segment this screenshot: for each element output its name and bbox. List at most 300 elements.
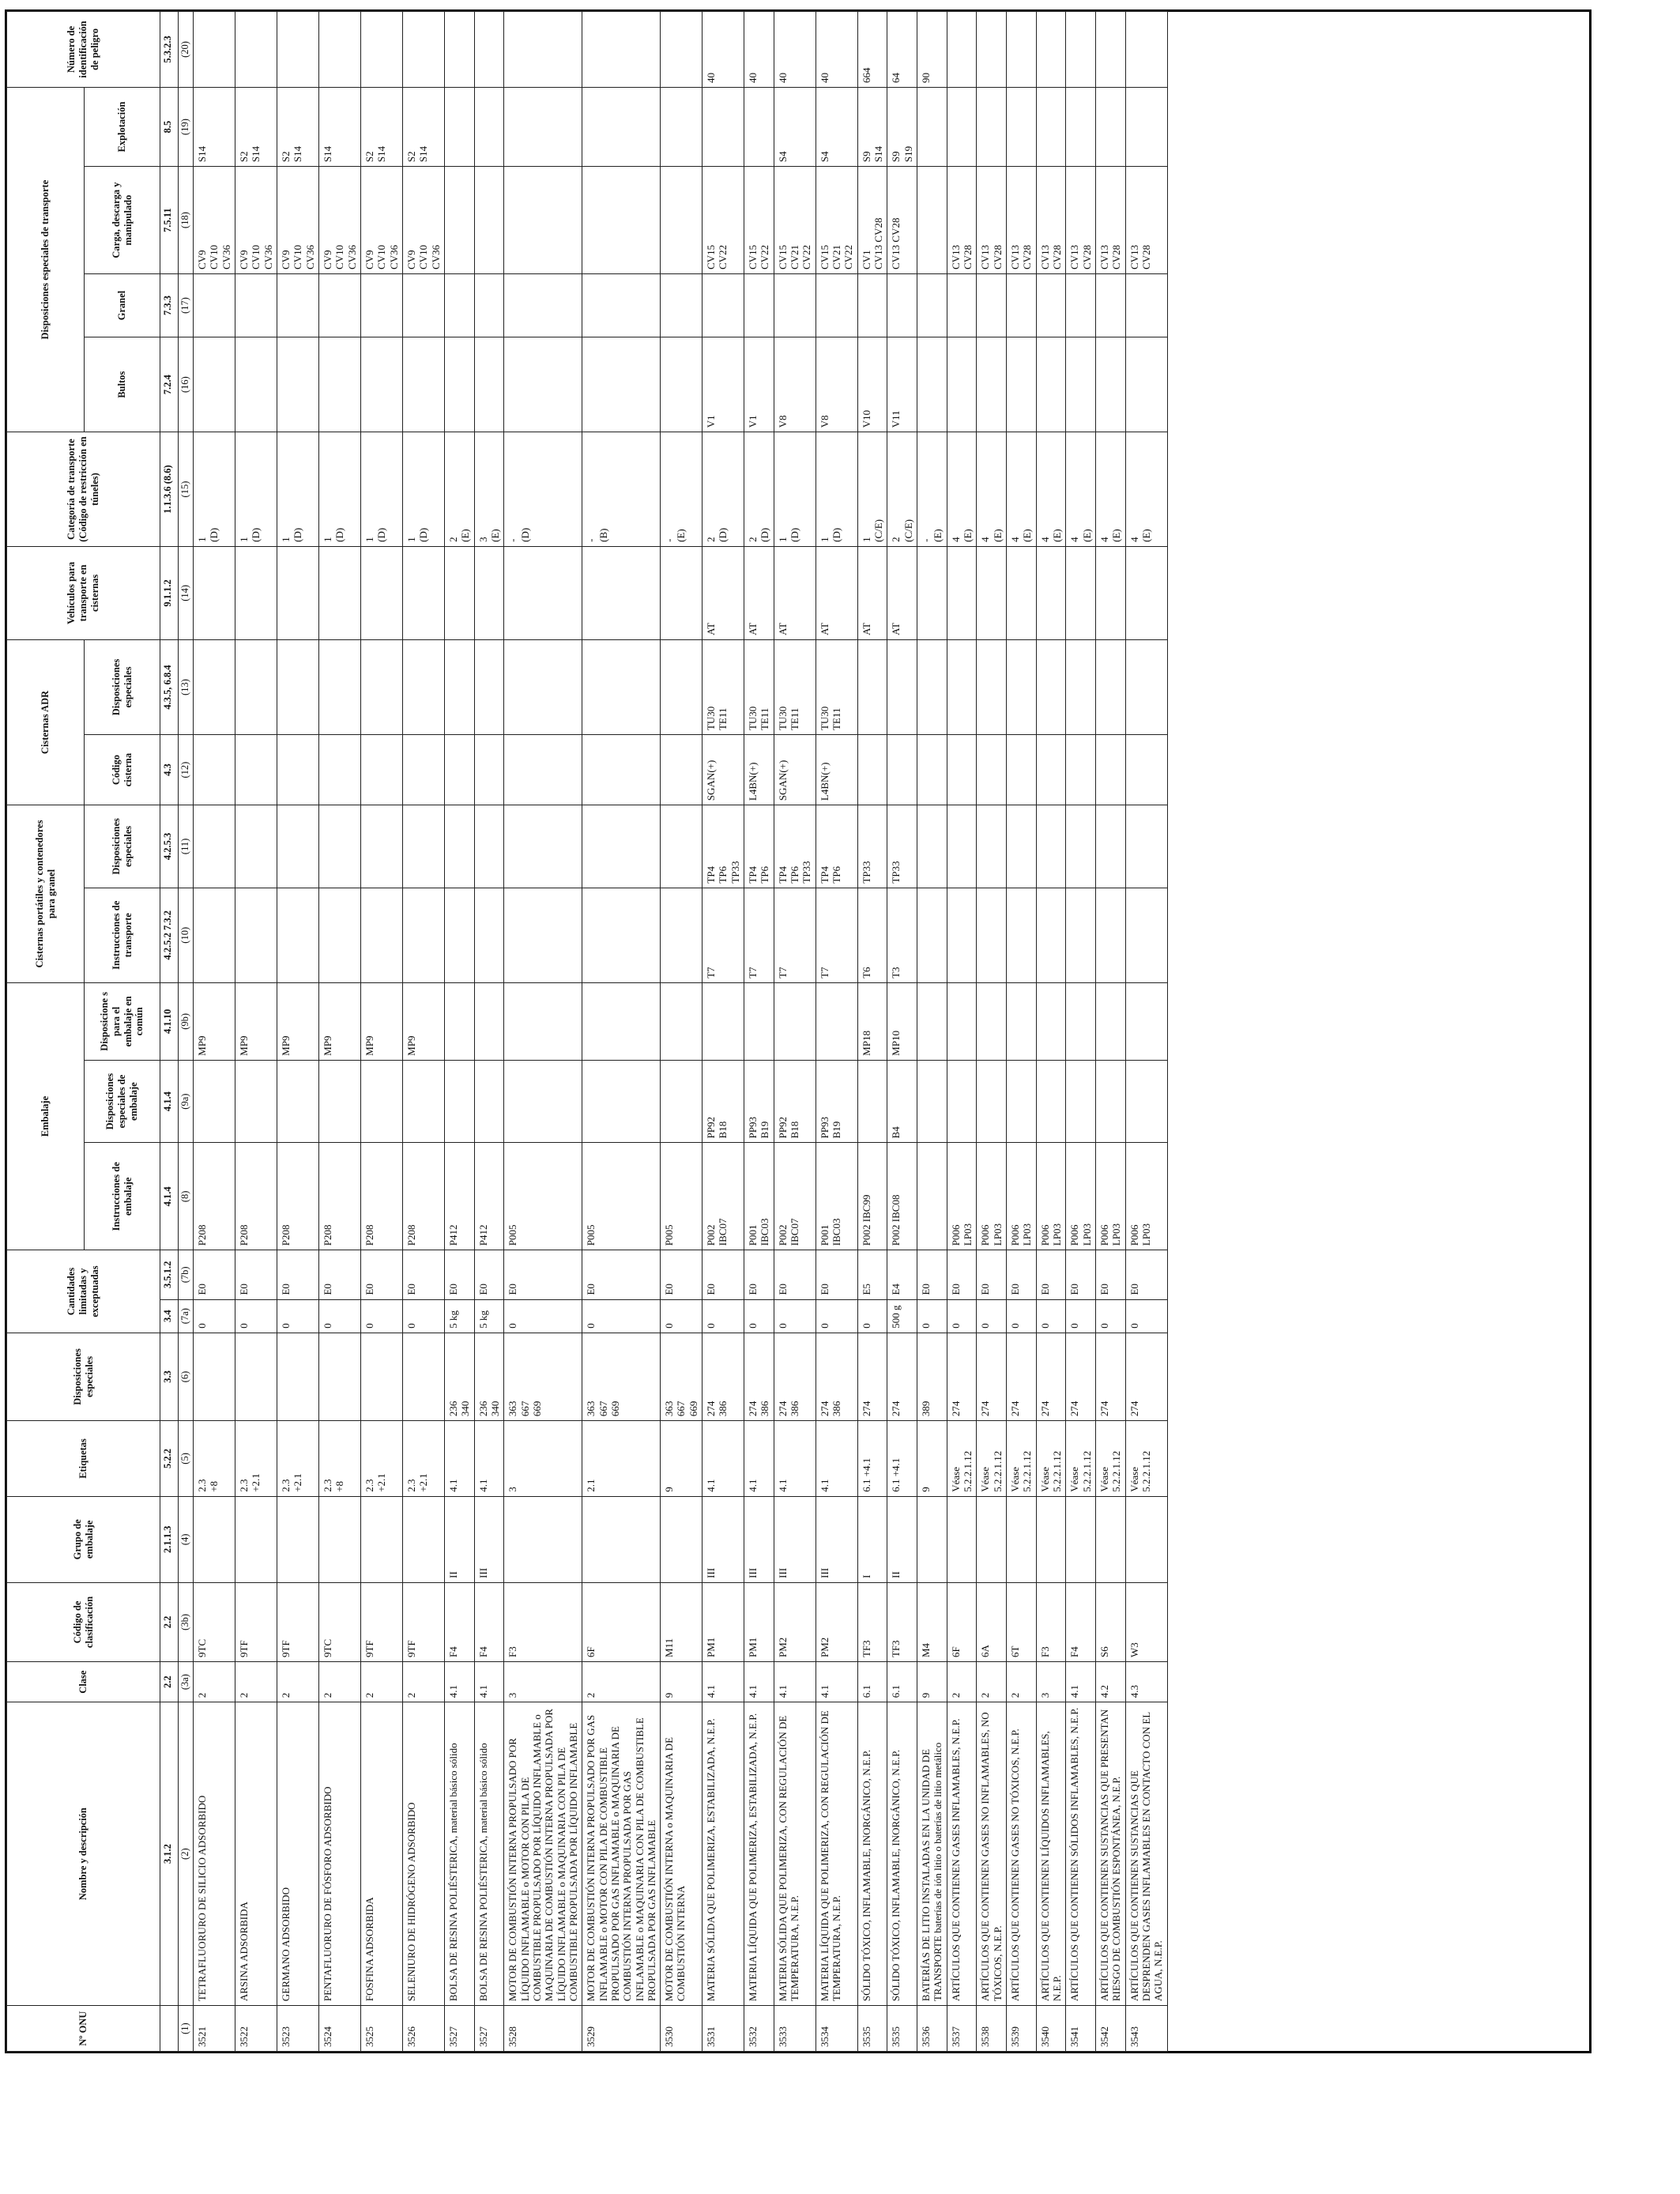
cell-cp-disposiciones: TP4 TP6 TP33	[703, 805, 744, 888]
cell-cantidad-exceptuada: E0	[1036, 1250, 1066, 1299]
cell-instrucciones-transporte	[235, 888, 277, 982]
cell-numero-peligro	[1066, 12, 1096, 88]
cell-instrucciones-transporte	[1125, 888, 1167, 982]
cell-categoria: 1 (D)	[318, 432, 360, 547]
adr-dangerous-goods-table	[6, 11, 1168, 2052]
cell-explotacion	[703, 87, 744, 166]
ref-codigo-cisterna: 4.3	[160, 735, 179, 805]
cell-cantidad-limitada: 0	[360, 1299, 402, 1333]
cell-disposiciones-especiales: 363 667 669	[661, 1333, 703, 1420]
cell-granel	[1007, 273, 1037, 337]
cell-adr-disposiciones	[360, 639, 402, 734]
cell-explotacion	[917, 87, 947, 166]
cell-codigo-cisterna	[444, 735, 474, 805]
cell-numero-peligro: 40	[816, 12, 857, 88]
cell-disposiciones-especiales: 236 340	[444, 1333, 474, 1420]
cell-instrucciones-transporte: T3	[887, 888, 917, 982]
column-number-row	[179, 12, 194, 2052]
cell-disp-especiales-embalaje: B4	[887, 1060, 917, 1143]
colnum-cantidad-limitada: (7a)	[179, 1299, 194, 1333]
ref-nombre: 3.1.2	[160, 1702, 179, 2006]
cell-cp-disposiciones	[277, 805, 318, 888]
cell-cantidad-limitada: 0	[318, 1299, 360, 1333]
cell-cp-disposiciones	[318, 805, 360, 888]
cell-categoria: - (B)	[582, 432, 661, 547]
cell-disposiciones-especiales: 236 340	[474, 1333, 504, 1420]
cell-grupo-embalaje	[194, 1496, 235, 1582]
group-embalaje: Embalaje	[7, 982, 85, 1250]
cell-disposiciones-especiales: 274	[1066, 1333, 1096, 1420]
cell-cp-disposiciones: TP4 TP6	[816, 805, 857, 888]
cell-codigo-cisterna	[977, 735, 1007, 805]
ref-cp-disposiciones: 4.2.5.3	[160, 805, 179, 888]
cell-instrucciones-embalaje: P412	[444, 1143, 474, 1250]
cell-cantidad-limitada: 5 kg	[474, 1299, 504, 1333]
colnum-instrucciones-embalaje: (8)	[179, 1143, 194, 1250]
cell-codigo-cisterna	[1096, 735, 1126, 805]
cell-categoria: 1 (C/E)	[857, 432, 887, 547]
cell-adr-disposiciones: TU30 TE11	[816, 639, 857, 734]
cell-clase: 4.1	[816, 1662, 857, 1702]
cell-cantidad-exceptuada: E0	[917, 1250, 947, 1299]
cell-vehiculos	[1066, 546, 1096, 639]
cell-codigo-clasificacion: PM2	[816, 1582, 857, 1661]
ref-codigo-clasificacion: 2.2	[160, 1582, 179, 1661]
cell-categoria: 4 (E)	[1007, 432, 1037, 547]
cell-numero-peligro	[947, 12, 977, 88]
cell-cantidad-exceptuada: E0	[277, 1250, 318, 1299]
cell-carga: CV1 CV13 CV28	[857, 167, 887, 274]
cell-categoria: 2 (D)	[703, 432, 744, 547]
cell-carga	[582, 167, 661, 274]
ref-etiquetas: 5.2.2	[160, 1421, 179, 1497]
cell-codigo-cisterna	[857, 735, 887, 805]
cell-cantidad-exceptuada: E0	[235, 1250, 277, 1299]
cell-clase: 3	[1036, 1662, 1066, 1702]
ref-numero-peligro: 5.3.2.3	[160, 12, 179, 88]
cell-codigo-clasificacion: 6F	[582, 1582, 661, 1661]
cell-nombre: GERMANO ADSORBIDO	[277, 1702, 318, 2006]
cell-codigo-clasificacion: 9TF	[277, 1582, 318, 1661]
cell-cantidad-exceptuada: E0	[977, 1250, 1007, 1299]
cell-adr-disposiciones	[277, 639, 318, 734]
colnum-embalaje-comun: (9b)	[179, 982, 194, 1060]
cell-bultos	[444, 337, 474, 432]
cell-embalaje-comun	[1066, 982, 1096, 1060]
cell-categoria: 4 (E)	[1036, 432, 1066, 547]
cell-codigo-clasificacion: W3	[1125, 1582, 1167, 1661]
cell-etiquetas: 9	[661, 1421, 703, 1497]
cell-carga: CV15 CV22	[703, 167, 744, 274]
ref-categoria: 1.1.3.6 (8.6)	[160, 432, 179, 547]
col-codigo-clasificacion: Código de clasificación	[7, 1582, 160, 1661]
cell-adr-disposiciones	[1125, 639, 1167, 734]
cell-n-onu: 3527	[444, 2006, 474, 2052]
cell-clase: 4.3	[1125, 1662, 1167, 1702]
cell-instrucciones-embalaje: P006 LP03	[1007, 1143, 1037, 1250]
cell-categoria: 4 (E)	[947, 432, 977, 547]
cell-codigo-cisterna	[194, 735, 235, 805]
cell-adr-disposiciones	[194, 639, 235, 734]
cell-etiquetas: 2.3 +8	[318, 1421, 360, 1497]
cell-disp-especiales-embalaje	[1007, 1060, 1037, 1143]
cell-n-onu: 3540	[1036, 2006, 1066, 2052]
cell-cantidad-exceptuada: E0	[402, 1250, 444, 1299]
cell-codigo-clasificacion: F3	[1036, 1582, 1066, 1661]
cell-cp-disposiciones: TP4 TP6	[744, 805, 774, 888]
ref-clase: 2.2	[160, 1662, 179, 1702]
cell-vehiculos	[444, 546, 474, 639]
cell-granel	[360, 273, 402, 337]
cell-cp-disposiciones	[504, 805, 582, 888]
cell-disp-especiales-embalaje	[1066, 1060, 1096, 1143]
cell-nombre: ARTÍCULOS QUE CONTIENEN GASES NO TÓXICOS, N.E.P.	[1007, 1702, 1037, 2006]
cell-numero-peligro	[504, 12, 582, 88]
cell-instrucciones-transporte	[1036, 888, 1066, 982]
cell-n-onu: 3529	[582, 2006, 661, 2052]
cell-cp-disposiciones: TP4 TP6 TP33	[774, 805, 816, 888]
cell-granel	[235, 273, 277, 337]
cell-granel	[703, 273, 744, 337]
col-explotacion: Explotación	[85, 87, 160, 166]
cell-n-onu: 3537	[947, 2006, 977, 2052]
cell-categoria: 4 (E)	[1096, 432, 1126, 547]
cell-n-onu: 3521	[194, 2006, 235, 2052]
cell-bultos	[277, 337, 318, 432]
cell-nombre: MATERIA LÍQUIDA QUE POLIMERIZA, ESTABILIZADA, N.E.P.	[744, 1702, 774, 2006]
cell-etiquetas: 4.1	[774, 1421, 816, 1497]
cell-n-onu: 3523	[277, 2006, 318, 2052]
cell-granel	[1096, 273, 1126, 337]
cell-adr-disposiciones	[857, 639, 887, 734]
cell-etiquetas: 2.3 +2.1	[235, 1421, 277, 1497]
cell-granel	[402, 273, 444, 337]
cell-explotacion	[1036, 87, 1066, 166]
cell-granel	[661, 273, 703, 337]
cell-cantidad-exceptuada: E0	[444, 1250, 474, 1299]
cell-granel	[947, 273, 977, 337]
cell-grupo-embalaje	[1096, 1496, 1126, 1582]
cell-disposiciones-especiales: 274	[1125, 1333, 1167, 1420]
cell-clase: 3	[504, 1662, 582, 1702]
colnum-categoria: (15)	[179, 432, 194, 547]
cell-adr-disposiciones	[1036, 639, 1066, 734]
cell-instrucciones-embalaje: P208	[194, 1143, 235, 1250]
cell-cantidad-exceptuada: E4	[887, 1250, 917, 1299]
table-row	[235, 12, 277, 2052]
cell-etiquetas: Véase 5.2.2.1.12	[1066, 1421, 1096, 1497]
colnum-cantidad-exceptuada: (7b)	[179, 1250, 194, 1299]
cell-explotacion	[444, 87, 474, 166]
cell-disposiciones-especiales: 274	[857, 1333, 887, 1420]
cell-numero-peligro	[977, 12, 1007, 88]
cell-etiquetas: 2.1	[582, 1421, 661, 1497]
col-carga: Carga, descarga y manipulado	[85, 167, 160, 274]
cell-granel	[857, 273, 887, 337]
cell-embalaje-comun	[1125, 982, 1167, 1060]
cell-cantidad-exceptuada: E0	[1096, 1250, 1126, 1299]
cell-cantidad-exceptuada: E0	[194, 1250, 235, 1299]
cell-instrucciones-transporte	[318, 888, 360, 982]
cell-clase: 2	[235, 1662, 277, 1702]
col-disposiciones-especiales: Disposiciones especiales	[7, 1333, 160, 1420]
cell-adr-disposiciones	[977, 639, 1007, 734]
cell-numero-peligro	[1096, 12, 1126, 88]
cell-carga: CV13 CV28	[1096, 167, 1126, 274]
cell-codigo-cisterna	[277, 735, 318, 805]
cell-instrucciones-embalaje: P002 IBC07	[703, 1143, 744, 1250]
cell-cantidad-limitada: 0	[1125, 1299, 1167, 1333]
cell-clase: 6.1	[857, 1662, 887, 1702]
cell-etiquetas: Véase 5.2.2.1.12	[977, 1421, 1007, 1497]
cell-instrucciones-embalaje: P412	[474, 1143, 504, 1250]
cell-codigo-cisterna	[661, 735, 703, 805]
colnum-bultos: (16)	[179, 337, 194, 432]
cell-categoria: 1 (D)	[194, 432, 235, 547]
table-row	[1096, 12, 1126, 2052]
table-row	[360, 12, 402, 2052]
cell-instrucciones-embalaje: P208	[402, 1143, 444, 1250]
cell-categoria: 1 (D)	[277, 432, 318, 547]
cell-instrucciones-embalaje: P001 IBC03	[816, 1143, 857, 1250]
ref-cantidad-limitada: 3.4	[160, 1299, 179, 1333]
cell-carga	[474, 167, 504, 274]
cell-nombre: MATERIA SÓLIDA QUE POLIMERIZA, CON REGULACIÓN DE TEMPERATURA, N.E.P.	[774, 1702, 816, 2006]
cell-embalaje-comun: MP9	[318, 982, 360, 1060]
cell-embalaje-comun	[703, 982, 744, 1060]
cell-n-onu: 3535	[887, 2006, 917, 2052]
cell-cantidad-limitada: 5 kg	[444, 1299, 474, 1333]
cell-bultos	[318, 337, 360, 432]
cell-numero-peligro	[1125, 12, 1167, 88]
cell-nombre: ARTÍCULOS QUE CONTIENEN SUSTANCIAS QUE DESPRENDEN GASES INFLAMABLES EN CONTACTO CON EL AGUA, N.E.P.	[1125, 1702, 1167, 2006]
cell-disp-especiales-embalaje: PP92 B18	[703, 1060, 744, 1143]
cell-carga: CV13 CV28	[1125, 167, 1167, 274]
cell-disposiciones-especiales: 363 667 669	[504, 1333, 582, 1420]
cell-grupo-embalaje: III	[816, 1496, 857, 1582]
cell-granel	[887, 273, 917, 337]
cell-grupo-embalaje: III	[774, 1496, 816, 1582]
cell-instrucciones-embalaje: P006 LP03	[1036, 1143, 1066, 1250]
cell-granel	[1066, 273, 1096, 337]
cell-codigo-clasificacion: 6T	[1007, 1582, 1037, 1661]
cell-instrucciones-embalaje: P208	[360, 1143, 402, 1250]
cell-codigo-cisterna: L4BN(+)	[744, 735, 774, 805]
table-row	[1007, 12, 1037, 2052]
cell-vehiculos	[318, 546, 360, 639]
cell-explotacion	[582, 87, 661, 166]
cell-grupo-embalaje	[1036, 1496, 1066, 1582]
ref-disposiciones-especiales: 3.3	[160, 1333, 179, 1420]
cell-explotacion	[504, 87, 582, 166]
cell-cantidad-limitada: 0	[857, 1299, 887, 1333]
cell-n-onu: 3527	[474, 2006, 504, 2052]
cell-grupo-embalaje: III	[474, 1496, 504, 1582]
cell-cantidad-exceptuada: E0	[318, 1250, 360, 1299]
cell-instrucciones-embalaje: P006 LP03	[1125, 1143, 1167, 1250]
cell-disposiciones-especiales	[194, 1333, 235, 1420]
cell-etiquetas: 3	[504, 1421, 582, 1497]
cell-bultos	[474, 337, 504, 432]
cell-granel	[744, 273, 774, 337]
cell-explotacion	[947, 87, 977, 166]
table-row	[774, 12, 816, 2052]
cell-numero-peligro	[582, 12, 661, 88]
cell-adr-disposiciones	[661, 639, 703, 734]
cell-cp-disposiciones	[661, 805, 703, 888]
cell-n-onu: 3526	[402, 2006, 444, 2052]
cell-codigo-clasificacion: 9TF	[235, 1582, 277, 1661]
cell-explotacion: S14	[194, 87, 235, 166]
cell-bultos	[917, 337, 947, 432]
cell-instrucciones-transporte	[1007, 888, 1037, 982]
cell-bultos	[582, 337, 661, 432]
cell-embalaje-comun: MP9	[277, 982, 318, 1060]
table-row	[744, 12, 774, 2052]
cell-adr-disposiciones	[474, 639, 504, 734]
cell-instrucciones-embalaje: P006 LP03	[977, 1143, 1007, 1250]
cell-vehiculos: AT	[857, 546, 887, 639]
table-row	[1066, 12, 1096, 2052]
cell-disposiciones-especiales: 274 386	[816, 1333, 857, 1420]
cell-bultos: V11	[887, 337, 917, 432]
cell-codigo-cisterna	[582, 735, 661, 805]
cell-numero-peligro	[360, 12, 402, 88]
cell-embalaje-comun: MP9	[235, 982, 277, 1060]
cell-vehiculos	[504, 546, 582, 639]
cell-granel	[816, 273, 857, 337]
cell-nombre: MOTOR DE COMBUSTIÓN INTERNA PROPULSADO POR GAS INFLAMABLE o MOTOR CON PILA DE COMBUSTIBLE PROPULSADO POR GAS INFLAMABLE o MAQUINARIA DE COMBUSTIÓN INTERNA PROPULSADA POR GAS INFLAMABLE o MAQUINARIA CON PILA DE COMBUSTIBLE PROPULSADA POR GAS INFLAMABLE	[582, 1702, 661, 2006]
cell-codigo-clasificacion: TF3	[887, 1582, 917, 1661]
cell-grupo-embalaje	[360, 1496, 402, 1582]
cell-cantidad-exceptuada: E0	[1066, 1250, 1096, 1299]
cell-disposiciones-especiales: 274	[1007, 1333, 1037, 1420]
cell-adr-disposiciones	[917, 639, 947, 734]
col-embalaje-comun: Disposicione s para el embalaje en común	[85, 982, 160, 1060]
cell-disposiciones-especiales: 389	[917, 1333, 947, 1420]
cell-disp-especiales-embalaje	[1036, 1060, 1066, 1143]
cell-instrucciones-transporte	[504, 888, 582, 982]
cell-cantidad-exceptuada: E0	[504, 1250, 582, 1299]
colnum-granel: (17)	[179, 273, 194, 337]
cell-nombre: ARTÍCULOS QUE CONTIENEN GASES INFLAMABLES, N.E.P.	[947, 1702, 977, 2006]
cell-vehiculos: AT	[816, 546, 857, 639]
colnum-instrucciones-transporte: (10)	[179, 888, 194, 982]
cell-cp-disposiciones	[235, 805, 277, 888]
colnum-disp-especiales-embalaje: (9a)	[179, 1060, 194, 1143]
cell-nombre: TETRAFLUORURO DE SILICIO ADSORBIDO	[194, 1702, 235, 2006]
cell-embalaje-comun	[1036, 982, 1066, 1060]
col-etiquetas: Etiquetas	[7, 1421, 160, 1497]
cell-cantidad-exceptuada: E0	[703, 1250, 744, 1299]
cell-disp-especiales-embalaje	[947, 1060, 977, 1143]
cell-cp-disposiciones	[1125, 805, 1167, 888]
cell-cantidad-limitada: 0	[582, 1299, 661, 1333]
cell-bultos	[977, 337, 1007, 432]
cell-instrucciones-embalaje: P005	[504, 1143, 582, 1250]
cell-n-onu: 3536	[917, 2006, 947, 2052]
cell-n-onu: 3528	[504, 2006, 582, 2052]
cell-codigo-clasificacion: F3	[504, 1582, 582, 1661]
cell-grupo-embalaje	[947, 1496, 977, 1582]
cell-vehiculos	[402, 546, 444, 639]
cell-disposiciones-especiales: 274	[947, 1333, 977, 1420]
cell-clase: 4.1	[703, 1662, 744, 1702]
cell-grupo-embalaje	[1066, 1496, 1096, 1582]
cell-bultos	[504, 337, 582, 432]
cell-instrucciones-embalaje	[917, 1143, 947, 1250]
cell-vehiculos	[1007, 546, 1037, 639]
cell-instrucciones-embalaje: P002 IBC07	[774, 1143, 816, 1250]
cell-codigo-cisterna	[318, 735, 360, 805]
cell-disp-especiales-embalaje: PP93 B19	[744, 1060, 774, 1143]
cell-instrucciones-transporte: T7	[703, 888, 744, 982]
cell-categoria: 1 (D)	[235, 432, 277, 547]
cell-n-onu: 3522	[235, 2006, 277, 2052]
cell-nombre: ARSINA ADSORBIDA	[235, 1702, 277, 2006]
cell-clase: 2	[977, 1662, 1007, 1702]
cell-nombre: PENTAFLUORURO DE FÓSFORO ADSORBIDO	[318, 1702, 360, 2006]
cell-vehiculos	[1096, 546, 1126, 639]
cell-cp-disposiciones	[402, 805, 444, 888]
ref-granel: 7.3.3	[160, 273, 179, 337]
cell-clase: 4.2	[1096, 1662, 1126, 1702]
cell-bultos: V1	[703, 337, 744, 432]
cell-instrucciones-embalaje: P208	[318, 1143, 360, 1250]
cell-cp-disposiciones	[582, 805, 661, 888]
group-cisternas-adr: Cisternas ADR	[7, 639, 85, 805]
cell-clase: 2	[582, 1662, 661, 1702]
cell-instrucciones-transporte	[194, 888, 235, 982]
cell-grupo-embalaje	[402, 1496, 444, 1582]
cell-disposiciones-especiales: 274	[1036, 1333, 1066, 1420]
cell-granel	[582, 273, 661, 337]
colnum-vehiculos: (14)	[179, 546, 194, 639]
cell-grupo-embalaje: III	[703, 1496, 744, 1582]
cell-cp-disposiciones	[1066, 805, 1096, 888]
cell-embalaje-comun: MP18	[857, 982, 887, 1060]
cell-disp-especiales-embalaje	[1096, 1060, 1126, 1143]
cell-clase: 9	[917, 1662, 947, 1702]
cell-clase: 2	[277, 1662, 318, 1702]
cell-grupo-embalaje	[504, 1496, 582, 1582]
cell-codigo-cisterna	[947, 735, 977, 805]
table-row	[582, 12, 661, 2052]
cell-codigo-clasificacion: 9TC	[318, 1582, 360, 1661]
cell-granel	[277, 273, 318, 337]
cell-instrucciones-transporte: T7	[774, 888, 816, 982]
cell-granel	[1125, 273, 1167, 337]
col-clase: Clase	[7, 1662, 160, 1702]
cell-vehiculos	[947, 546, 977, 639]
cell-nombre: BOLSA DE RESINA POLIÉSTERICA, material básico sólido	[474, 1702, 504, 2006]
cell-numero-peligro	[277, 12, 318, 88]
cell-etiquetas: 6.1 +4.1	[857, 1421, 887, 1497]
cell-adr-disposiciones	[402, 639, 444, 734]
cell-instrucciones-transporte	[474, 888, 504, 982]
cell-adr-disposiciones	[582, 639, 661, 734]
cell-categoria: 2 (D)	[744, 432, 774, 547]
col-grupo-embalaje: Grupo de embalaje	[7, 1496, 160, 1582]
cell-disposiciones-especiales: 274	[977, 1333, 1007, 1420]
cell-instrucciones-embalaje: P005	[582, 1143, 661, 1250]
cell-bultos	[194, 337, 235, 432]
cell-categoria: 1 (D)	[360, 432, 402, 547]
table-row	[816, 12, 857, 2052]
cell-vehiculos	[1125, 546, 1167, 639]
table-row	[977, 12, 1007, 2052]
cell-explotacion: S2 S14	[277, 87, 318, 166]
